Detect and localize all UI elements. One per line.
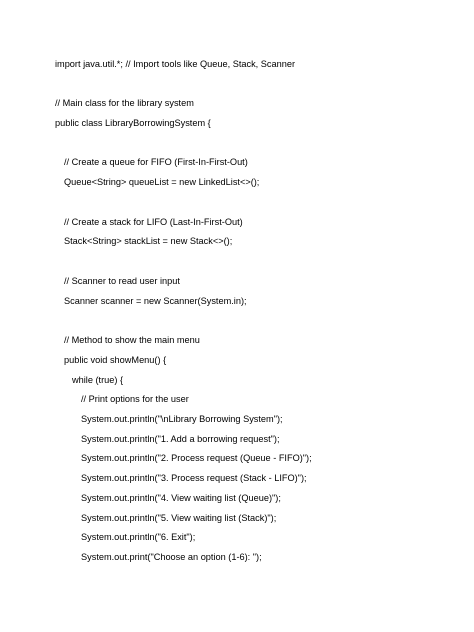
- code-line: public void showMenu() {: [64, 355, 167, 365]
- code-line: // Main class for the library system: [55, 98, 194, 108]
- code-line: Queue<String> queueList = new LinkedList<>();: [64, 177, 260, 187]
- code-line: System.out.println("1. Add a borrowing request");: [81, 434, 280, 444]
- code-line: System.out.println("2. Process request (Queue - FIFO)");: [81, 453, 312, 463]
- code-line: System.out.println("\nLibrary Borrowing System");: [81, 414, 283, 424]
- code-line: System.out.println("6. Exit");: [81, 532, 196, 542]
- code-line: import java.util.*; // Import tools like Queue, Stack, Scanner: [55, 59, 296, 69]
- code-line: System.out.println("4. View waiting list (Queue)");: [81, 493, 281, 503]
- code-line: // Method to show the main menu: [64, 335, 200, 345]
- code-line: while (true) {: [72, 375, 124, 385]
- code-line: public class LibraryBorrowingSystem {: [55, 118, 211, 128]
- code-line: // Create a queue for FIFO (First-In-First-Out): [64, 157, 248, 167]
- code-line: // Create a stack for LIFO (Last-In-First-Out): [64, 217, 243, 227]
- code-line: Scanner scanner = new Scanner(System.in);: [64, 296, 247, 306]
- code-line: System.out.println("3. Process request (Stack - LIFO)");: [81, 473, 307, 483]
- code-line: // Scanner to read user input: [64, 276, 180, 286]
- code-line: // Print options for the user: [81, 394, 189, 404]
- code-line: System.out.print("Choose an option (1-6): ");: [81, 552, 262, 562]
- code-line: System.out.println("5. View waiting list (Stack)");: [81, 513, 277, 523]
- code-line: Stack<String> stackList = new Stack<>();: [64, 236, 233, 246]
